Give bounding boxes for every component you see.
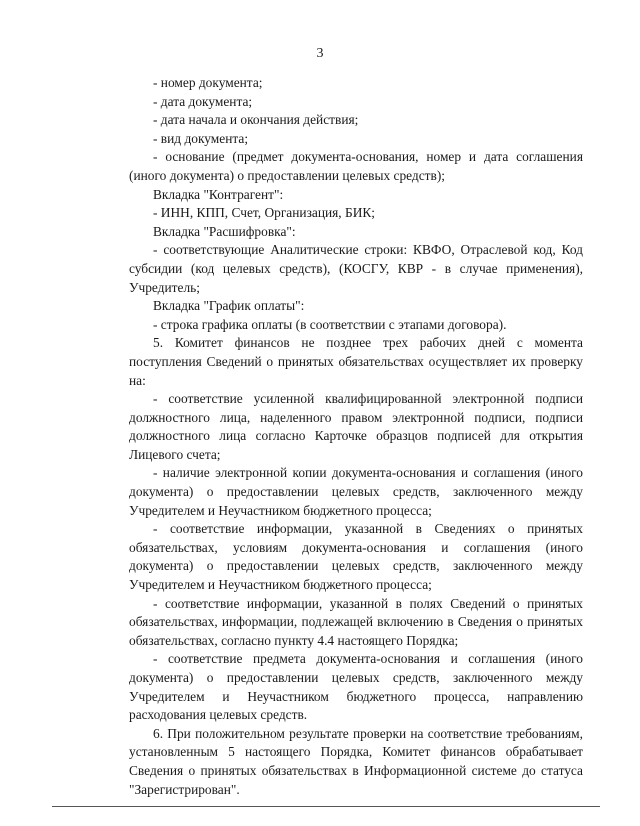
paragraph-clause-6: 6. При положительном результате проверки на соответствие требованиям, установленным 5 настоящего Порядка, Комитет финансов обрабатывает Сведения о принятых обязательствах в Информационной системе до статуса "Зарегистрирован".	[129, 725, 583, 797]
document-body	[129, 74, 583, 799]
paragraph-check-info-fields: - соответствие информации, указанной в полях Сведений о принятых обязательствах, информации, подлежащей включению в Сведения о принятых обязательствах, согласно пункту 4.4 настоящего Порядка;	[129, 595, 583, 648]
paragraph-doc-type: - вид документа;	[153, 130, 249, 146]
paragraph-counterparty-fields: - ИНН, КПП, Счет, Организация, БИК;	[153, 205, 376, 221]
paragraph-basis: - основание (предмет документа-основания, номер и дата соглашения (иного документа) о предоставлении целевых средств);	[129, 149, 583, 183]
paragraph-check-subject: - соответствие предмета документа-основания и соглашения (иного документа) о предоставлении целевых средств, заключенного между Учредителем и Неучастником бюджетного процесса, направлению расходования целевых средств.	[129, 651, 583, 723]
paragraph-tab-payment-schedule: Вкладка "График оплаты":	[153, 298, 305, 314]
paragraph-schedule-line: - строка графика оплаты (в соответствии с этапами договора).	[153, 316, 507, 332]
page-number: 3	[316, 46, 324, 61]
paragraph-analytic-lines: - соответствующие Аналитические строки: КВФО, Отраслевой код, Код субсидии (код целевых средств), (КОСГУ, КВР - в случае применения), Учредитель;	[129, 242, 583, 295]
paragraph-check-info-conditions: - соответствие информации, указанной в Сведениях о принятых обязательствах, условиям документа-основания и соглашения (иного документа) о предоставлении целевых средств, заключенного между Учредителем и Неучастником бюджетного процесса;	[129, 521, 583, 593]
paragraph-check-signature: - соответствие усиленной квалифицированной электронной подписи должностного лица, наделенного правом электронной подписи, подписи должностного лица согласно Карточке образцов подписей для открытия Лицевого счета;	[129, 391, 583, 462]
paragraph-validity-dates: - дата начала и окончания действия;	[153, 112, 359, 128]
paragraph-doc-number: - номер документа;	[153, 75, 263, 90]
paragraph-check-electronic-copy: - наличие электронной копии документа-основания и соглашения (иного документа) о предоставлении целевых средств, заключенного между Учредителем и Неучастником бюджетного процесса;	[129, 465, 583, 518]
paragraph-tab-breakdown: Вкладка "Расшифровка":	[153, 223, 296, 239]
paragraph-clause-5: 5. Комитет финансов не позднее трех рабочих дней с момента поступления Сведений о принятых обязательствах осуществляет их проверку на:	[129, 335, 583, 388]
paragraph-doc-date: - дата документа;	[153, 93, 253, 109]
paragraph-tab-counterparty: Вкладка "Контрагент":	[153, 186, 284, 202]
footer-divider	[52, 806, 600, 807]
